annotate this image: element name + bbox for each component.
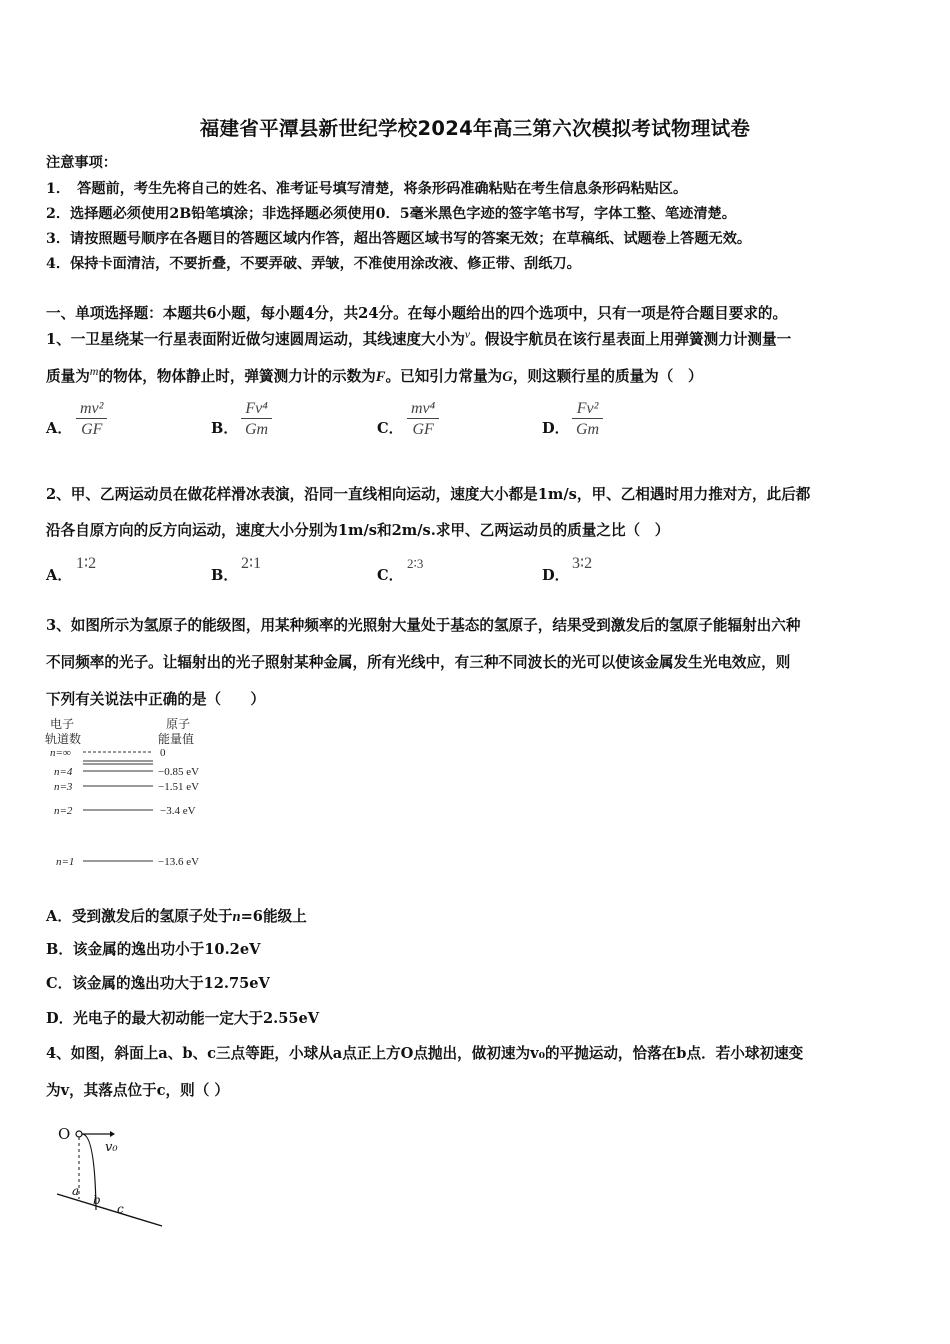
level-energy-inf: 0 — [160, 747, 166, 759]
level-label-2: n=2 — [54, 805, 73, 817]
numerator: mv⁴ — [407, 400, 439, 419]
q1-line-1 — [46, 327, 791, 349]
notice-item-2: 2．选择题必须使用2B铅笔填涂；非选择题必须使用0．5毫米黑色字迹的签字笔书写，字体工整、笔迹清楚。 — [46, 206, 736, 222]
option-letter: A． — [46, 420, 72, 437]
q1-text-2b: 的物体，物体静止时，弹簧测力计的示数为 — [98, 367, 376, 385]
q1-var-G: G — [502, 368, 513, 385]
q2-line-1: 2、甲、乙两运动员在做花样滑冰表演，沿同一直线相向运动，速度大小都是1m/s，甲、乙相遇时用力推对方，此后都 — [46, 486, 811, 503]
q3-line-3: 下列有关说法中正确的是（ ） — [46, 691, 265, 708]
q1-text-2d: ，则这颗行星的质量为（ ） — [512, 367, 703, 385]
option-letter: B． — [211, 420, 238, 437]
denominator: GF — [412, 421, 434, 438]
option-text: A．受到激发后的氢原子处于 — [46, 908, 233, 925]
fraction — [407, 400, 439, 439]
v0-label: v₀ — [105, 1140, 118, 1155]
point-O-label: O — [58, 1125, 71, 1143]
q1-text-1a: 1、一卫星绕某一行星表面附近做匀速圆周运动，其线速度大小为 — [46, 330, 465, 348]
point-c-label: c — [117, 1202, 124, 1216]
option-value: 3∶2 — [572, 555, 593, 572]
q1-line-2 — [46, 364, 703, 386]
q3-option-b[interactable]: B．该金属的逸出功小于10.2eV — [46, 941, 261, 958]
level-energy-3: −1.51 eV — [158, 781, 200, 793]
denominator: Gm — [245, 421, 269, 438]
page-title: 福建省平潭县新世纪学校2024年高三第六次模拟考试物理试卷 — [199, 117, 751, 140]
q4-line-2: 为v，其落点位于c，则（ ） — [46, 1082, 229, 1099]
incline — [57, 1194, 162, 1226]
q3-line-1: 3、如图所示为氢原子的能级图，用某种频率的光照射大量处于基态的氢原子，结果受到激发后的氢原子能辐射出六种 — [46, 617, 801, 634]
option-letter: D． — [542, 567, 570, 584]
option-letter: B． — [211, 567, 238, 584]
q2-line-2: 沿各自原方向的反方向运动，速度大小分别为1m/s和2m/s.求甲、乙两运动员的质量之比（ ） — [46, 522, 670, 539]
option-var: n — [232, 909, 241, 925]
option-letter: D． — [542, 420, 570, 437]
fraction — [241, 400, 272, 439]
option-value: 2∶1 — [241, 555, 262, 572]
q1-var-F: F — [375, 368, 386, 385]
right-header-1: 原子 — [166, 717, 191, 731]
q3-line-2: 不同频率的光子。让辐射出的光子照射某种金属，所有光线中，有三种不同波长的光可以使该金属发生光电效应，则 — [46, 654, 791, 671]
section-heading: 一、单项选择题：本题共6小题，每小题4分，共24分。在每小题给出的四个选项中，只有一项是符合题目要求的。 — [46, 305, 788, 322]
option-value: 1∶2 — [76, 555, 97, 572]
q3-option-c[interactable]: C．该金属的逸出功大于12.75eV — [46, 975, 270, 992]
q1-text-1b: 。假设宇航员在该行星表面上用弹簧测力计测量一 — [470, 330, 792, 348]
option-letter: C． — [377, 420, 404, 437]
point-a-label: a — [72, 1184, 80, 1198]
notice-item-3: 3．请按照题号顺序在各题目的答题区域内作答，超出答题区域书写的答案无效；在草稿纸、试题卷上答题无效。 — [46, 231, 752, 247]
numerator: Fv² — [572, 400, 603, 419]
level-energy-4: −0.85 eV — [158, 766, 200, 778]
option-value: 2∶3 — [407, 556, 424, 571]
notice-item-1: 1． 答题前，考生先将自己的姓名、准考证号填写清楚，将条形码准确粘贴在考生信息条形码粘贴区。 — [46, 181, 688, 197]
fraction — [76, 400, 107, 439]
projectile-diagram — [55, 1122, 170, 1232]
option-letter: C． — [377, 567, 404, 584]
right-header-2: 能量值 — [158, 732, 195, 746]
q1-text-2c: 。已知引力常量为 — [385, 367, 503, 385]
q1-options — [46, 400, 746, 450]
fraction — [572, 400, 603, 439]
q3-option-a[interactable] — [46, 905, 307, 926]
level-label-inf: n=∞ — [50, 747, 71, 759]
notice-heading: 注意事项： — [46, 155, 117, 171]
option-letter: A． — [46, 567, 72, 584]
numerator: mv² — [76, 400, 107, 419]
level-label-1: n=1 — [56, 856, 75, 868]
energy-level-diagram — [40, 715, 240, 875]
q2-options — [46, 553, 746, 603]
denominator: GF — [81, 421, 103, 438]
numerator: Fv⁴ — [241, 400, 272, 419]
level-energy-1: −13.6 eV — [158, 856, 200, 868]
level-label-4: n=4 — [54, 766, 73, 778]
q1-text-2a: 质量为 — [46, 367, 90, 385]
notice-item-4: 4．保持卡面清洁，不要折叠，不要弄破、弄皱，不准使用涂改液、修正带、刮纸刀。 — [46, 256, 581, 272]
q1-var-v: v — [464, 327, 471, 341]
option-text-b: =6能级上 — [240, 908, 307, 925]
point-b-label: b — [93, 1193, 101, 1207]
arrow-head — [110, 1131, 115, 1137]
point-O — [76, 1131, 82, 1137]
q4-line-1: 4、如图，斜面上a、b、c三点等距，小球从a点正上方O点抛出，做初速为v₀的平抛运动，恰落在b点．若小球初速变 — [46, 1045, 804, 1062]
denominator: Gm — [576, 421, 600, 438]
level-label-3: n=3 — [54, 781, 73, 793]
q1-var-m: m — [89, 364, 99, 378]
left-header-1: 电子 — [50, 717, 75, 731]
left-header-2: 轨道数 — [45, 732, 82, 746]
level-energy-2: −3.4 eV — [160, 805, 196, 817]
q3-option-d[interactable]: D．光电子的最大初动能一定大于2.55eV — [46, 1010, 320, 1027]
